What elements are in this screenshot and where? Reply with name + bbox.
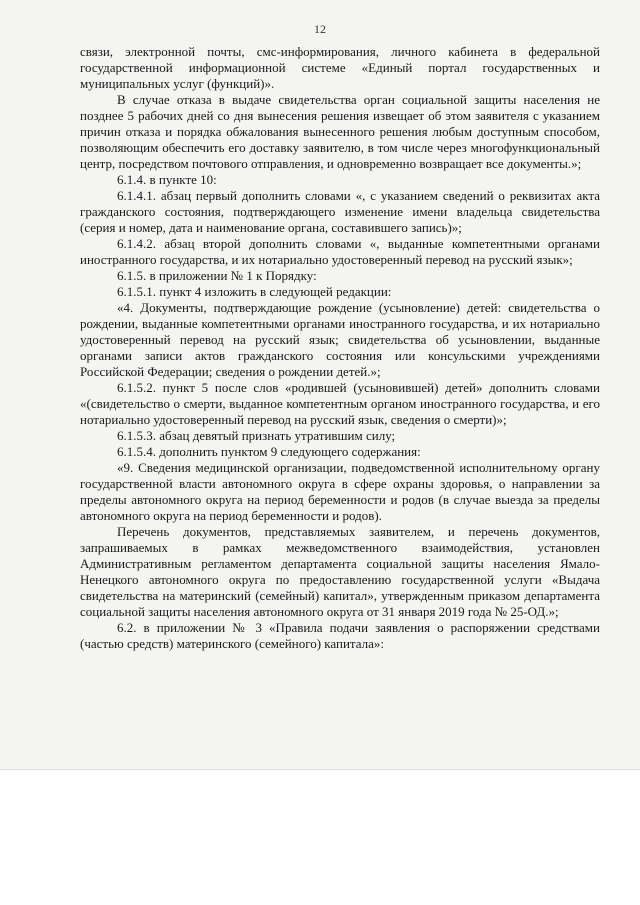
- paragraph: 6.1.5.4. дополнить пунктом 9 следующего содержания:: [117, 444, 421, 459]
- paragraph: связи, электронной почты, смс-информирования, личного кабинета в федеральной государственной информационной системе «Единый портал государственных и муниципальных услуг (функций)».: [80, 44, 600, 91]
- paragraph: 6.1.4. в пункте 10:: [117, 172, 217, 187]
- paragraph: 6.1.5.3. абзац девятый признать утратившим силу;: [117, 428, 396, 443]
- paragraph: Перечень документов, представляемых заявителем, и перечень документов, запрашиваемых в рамках межведомственного взаимодействия, установлен Административным регламентом департамента социальной защиты населения Ямало-Ненецкого автономного округа по предоставлению государственной услуги «Выдача свидетельства на материнский (семейный) капитал», утвержденным приказом департамента социальной защиты населения автономного округа от 31 января 2019 года № 25-ОД.»;: [80, 524, 600, 619]
- paragraph: 6.1.4.1. абзац первый дополнить словами «, с указанием сведений о реквизитах акта гражданского состояния, подтверждающего изменение имени владельца свидетельства (серия и номер, дата и наименование органа, составившего запись)»;: [80, 188, 600, 235]
- paragraph: «4. Документы, подтверждающие рождение (усыновление) детей: свидетельства о рождении, выданные компетентными органами иностранного государства, и их нотариально удостоверенный перевод на русский язык; свидетельства об усыновлении, выданные органами записи актов гражданского состояния или консульскими учреждениями Российской Федерации; сведения о рождении детей.»;: [80, 300, 600, 379]
- paragraph: В случае отказа в выдаче свидетельства орган социальной защиты населения не позднее 5 рабочих дней со дня вынесения решения извещает об этом заявителя с указанием причин отказа и порядка обжалования вынесенного решения любым доступным способом, позволяющим обеспечить его доставку заявителю, в том числе через многофункциональный центр, посредством почтового отправления, и одновременно возвращает все документы.»;: [80, 92, 600, 171]
- paragraph: 6.1.5.2. пункт 5 после слов «родившей (усыновившей) детей» дополнить словами «(свидетельство о смерти, выданное компетентным органом иностранного государства, и его нотариально удостоверенный перевод на русский язык, сведения о смерти)»;: [80, 380, 600, 427]
- paragraph: «9. Сведения медицинской организации, подведомственной исполнительному органу государственной власти автономного округа в сфере охраны здоровья, о направлении за пределы автономного округа на период беременности и родов (в случае выезда за пределы автономного округа на период беременности и родов).: [80, 460, 600, 523]
- page-number: 12: [314, 22, 326, 36]
- paragraph: 6.1.5.1. пункт 4 изложить в следующей редакции:: [117, 284, 392, 299]
- document-body: [80, 44, 600, 652]
- paragraph: 6.2. в приложении № 3 «Правила подачи заявления о распоряжении средствами (частью средств) материнского (семейного) капитала»:: [80, 620, 600, 651]
- paragraph: 6.1.4.2. абзац второй дополнить словами «, выданные компетентными органами иностранного государства, и их нотариально удостоверенный перевод на русский язык»;: [80, 236, 600, 267]
- paragraph: 6.1.5. в приложении № 1 к Порядку:: [117, 268, 317, 283]
